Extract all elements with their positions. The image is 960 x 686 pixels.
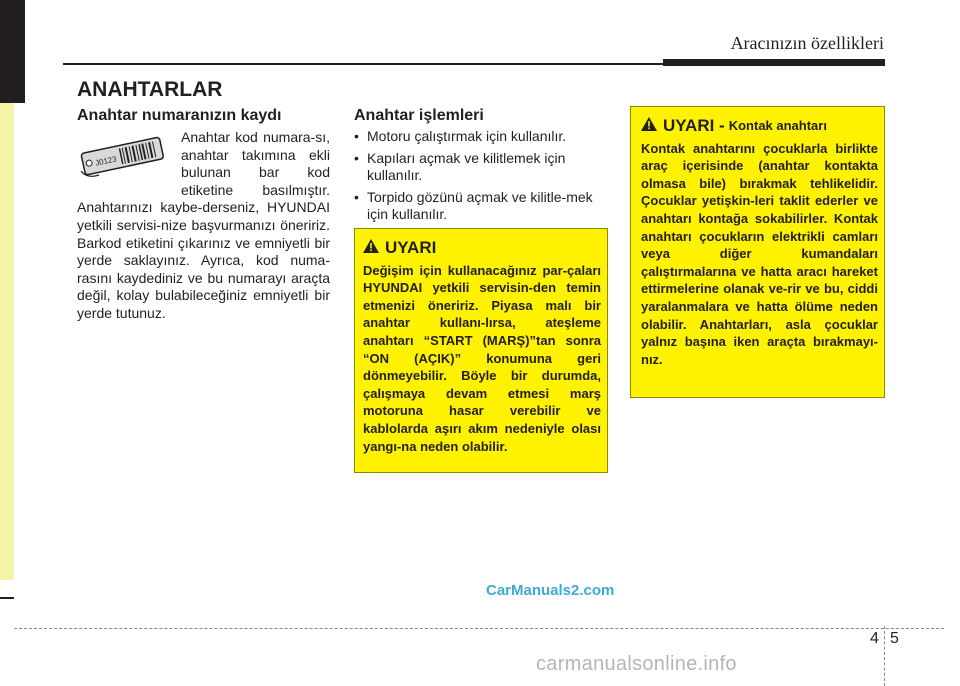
list-item: • Torpido gözünü açmak ve kilitle-mek için kullanılır. bbox=[354, 189, 607, 224]
footer-site-watermark[interactable]: carmanualsonline.info bbox=[536, 653, 737, 675]
chapter-number: 4 bbox=[870, 630, 879, 647]
footer-rule bbox=[14, 628, 944, 629]
header-rule-thick bbox=[663, 59, 885, 66]
key-number-heading: Anahtar numaranızın kaydı bbox=[77, 107, 282, 124]
running-header-title: Aracınızın özellikleri bbox=[730, 33, 884, 53]
list-item: • Kapıları açmak ve kilitlemek için kullanılır. bbox=[354, 150, 607, 185]
warning-box-replacement-parts bbox=[354, 228, 608, 473]
warning-title: UYARI bbox=[385, 238, 437, 257]
key-operations-heading: Anahtar işlemleri bbox=[354, 107, 484, 124]
warning-box-ignition-key bbox=[630, 106, 885, 398]
chapter-tab bbox=[0, 0, 25, 103]
key-number-paragraph: Anahtar kod numara-sı, anahtar takımına ekli bulunan bar kod etiketine basılmıştır. Anahtarınızı kaybe-derseniz, HYUNDAI yetkili servisi-nize başvurmanızı öneririz. Barkod etiketini çıkarınız ve emniyetli bir yerde saklayınız. Ayrıca, kod numa-rasını kaydediniz ve bu numarayı araçta değil, kolay bulabileceğiniz emniyetli bir yerde tutunuz. bbox=[77, 129, 330, 321]
side-tick-mark bbox=[0, 597, 14, 599]
watermark-link[interactable]: CarManuals2.com bbox=[486, 582, 615, 599]
key-tag-code: J0123 bbox=[94, 154, 118, 168]
warning-triangle-icon bbox=[641, 117, 657, 135]
page-number: 5 bbox=[890, 630, 899, 647]
key-tag-image bbox=[77, 131, 169, 187]
page-number-divider bbox=[884, 626, 885, 686]
key-operations-list bbox=[354, 128, 607, 228]
warning-title: UYARI - bbox=[663, 116, 725, 135]
section-title: ANAHTARLAR bbox=[77, 78, 223, 101]
warning-subtitle: Kontak anahtarı bbox=[728, 118, 827, 133]
warning-text: Kontak anahtarını çocuklarla birlikte araç içerisinde (anahtar kontakta olmasa bile) bırakmak tehlikelidir. Çocuklar yetişkin-leri taklit ederler ve anahtarı kontağa sokabilirler. Kontak anahtarı çocukların elektrikli camları veya diğer kumandaları çalıştırmalarına ve hatta aracı hareket ettirmelerine olanak ve-rir ve bu, ciddi yaralanmalara ve hatta ölüme neden olabilir. Anahtarları, asla çocuklar yalnız başına iken araçta bırakmayı-nız. bbox=[641, 140, 878, 367]
warning-text: Değişim için kullanacağınız par-çaları HYUNDAI yetkili servisin-den temin etmenizi öneririz. Piyasa malı bir anahtar kullanı-lırsa, ateşleme anahtarı “START (MARŞ)”tan sonra “ON (AÇIK)” konumuna geri dönmeyebilir. Böyle bir durumda, çalışmaya devam etmesi marş motoruna hasar verebilir ve kablolarda aşırı akım nedeniyle olası yangı-na neden olabilir. bbox=[363, 262, 601, 454]
list-item: • Motoru çalıştırmak için kullanılır. bbox=[354, 128, 607, 146]
header-rule bbox=[63, 63, 663, 65]
warning-triangle-icon bbox=[363, 239, 379, 257]
